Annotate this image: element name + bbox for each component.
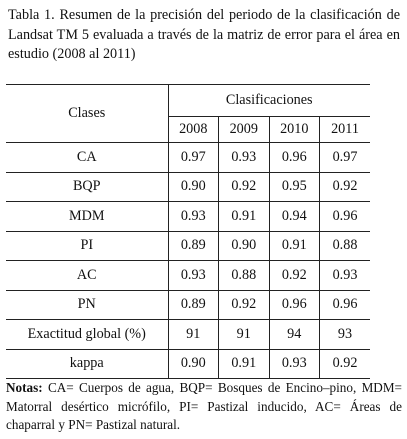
class-label: PI	[6, 231, 168, 261]
table-notes	[6, 379, 402, 435]
class-label: AC	[6, 261, 168, 291]
value-cell: 0.90	[168, 172, 219, 202]
value-cell: 0.96	[269, 290, 320, 320]
value-cell: 0.93	[168, 261, 219, 291]
class-label: CA	[6, 143, 168, 173]
value-cell: 0.96	[320, 202, 371, 232]
table-row	[6, 290, 370, 320]
value-cell: 0.93	[320, 261, 371, 291]
table-row	[6, 261, 370, 291]
value-cell: 0.92	[219, 172, 270, 202]
value-cell: 0.92	[320, 349, 371, 379]
value-cell: 0.91	[219, 202, 270, 232]
notes-text: CA= Cuerpos de agua, BQP= Bosques de Encino–pino, MDM= Matorral desértico micrófilo, PI= Pastizal inducido, AC= Áreas de chaparral y PN= Pastizal natural.	[6, 380, 402, 432]
year-header: 2009	[219, 117, 270, 143]
value-cell: 0.93	[168, 202, 219, 232]
year-header: 2011	[320, 117, 371, 143]
accuracy-table-container	[6, 84, 370, 379]
class-label: PN	[6, 290, 168, 320]
value-cell: 0.90	[168, 349, 219, 379]
notes-label: Notas:	[6, 380, 43, 395]
value-cell: 94	[269, 320, 320, 350]
value-cell: 0.97	[320, 143, 371, 173]
row-header-cell: Clases	[6, 85, 168, 143]
value-cell: 0.92	[269, 261, 320, 291]
value-cell: 0.96	[320, 290, 371, 320]
table-row	[6, 320, 370, 350]
value-cell: 0.93	[269, 349, 320, 379]
table-row	[6, 143, 370, 173]
value-cell: 0.89	[168, 231, 219, 261]
class-label: kappa	[6, 349, 168, 379]
year-header: 2010	[269, 117, 320, 143]
table-row	[6, 231, 370, 261]
value-cell: 0.93	[219, 143, 270, 173]
value-cell: 0.92	[219, 290, 270, 320]
value-cell: 91	[168, 320, 219, 350]
value-cell: 0.89	[168, 290, 219, 320]
value-cell: 0.91	[219, 349, 270, 379]
table-row	[6, 202, 370, 232]
value-cell: 0.94	[269, 202, 320, 232]
accuracy-table	[6, 84, 370, 379]
header-row-1	[6, 85, 370, 117]
value-cell: 0.96	[269, 143, 320, 173]
class-label: MDM	[6, 202, 168, 232]
table-row	[6, 349, 370, 379]
table-row	[6, 172, 370, 202]
value-cell: 0.91	[269, 231, 320, 261]
table-caption: Tabla 1. Resumen de la precisión del periodo de la clasificación de Landsat TM 5 evaluada a través de la matriz de error para el área en estudio (2008 al 2011)	[8, 7, 400, 62]
value-cell: 0.95	[269, 172, 320, 202]
year-header: 2008	[168, 117, 219, 143]
class-label: Exactitud global (%)	[6, 320, 168, 350]
class-label: BQP	[6, 172, 168, 202]
value-cell: 93	[320, 320, 371, 350]
value-cell: 0.92	[320, 172, 371, 202]
value-cell: 0.88	[320, 231, 371, 261]
value-cell: 0.88	[219, 261, 270, 291]
value-cell: 91	[219, 320, 270, 350]
group-header-cell: Clasificaciones	[168, 85, 370, 117]
value-cell: 0.90	[219, 231, 270, 261]
value-cell: 0.97	[168, 143, 219, 173]
